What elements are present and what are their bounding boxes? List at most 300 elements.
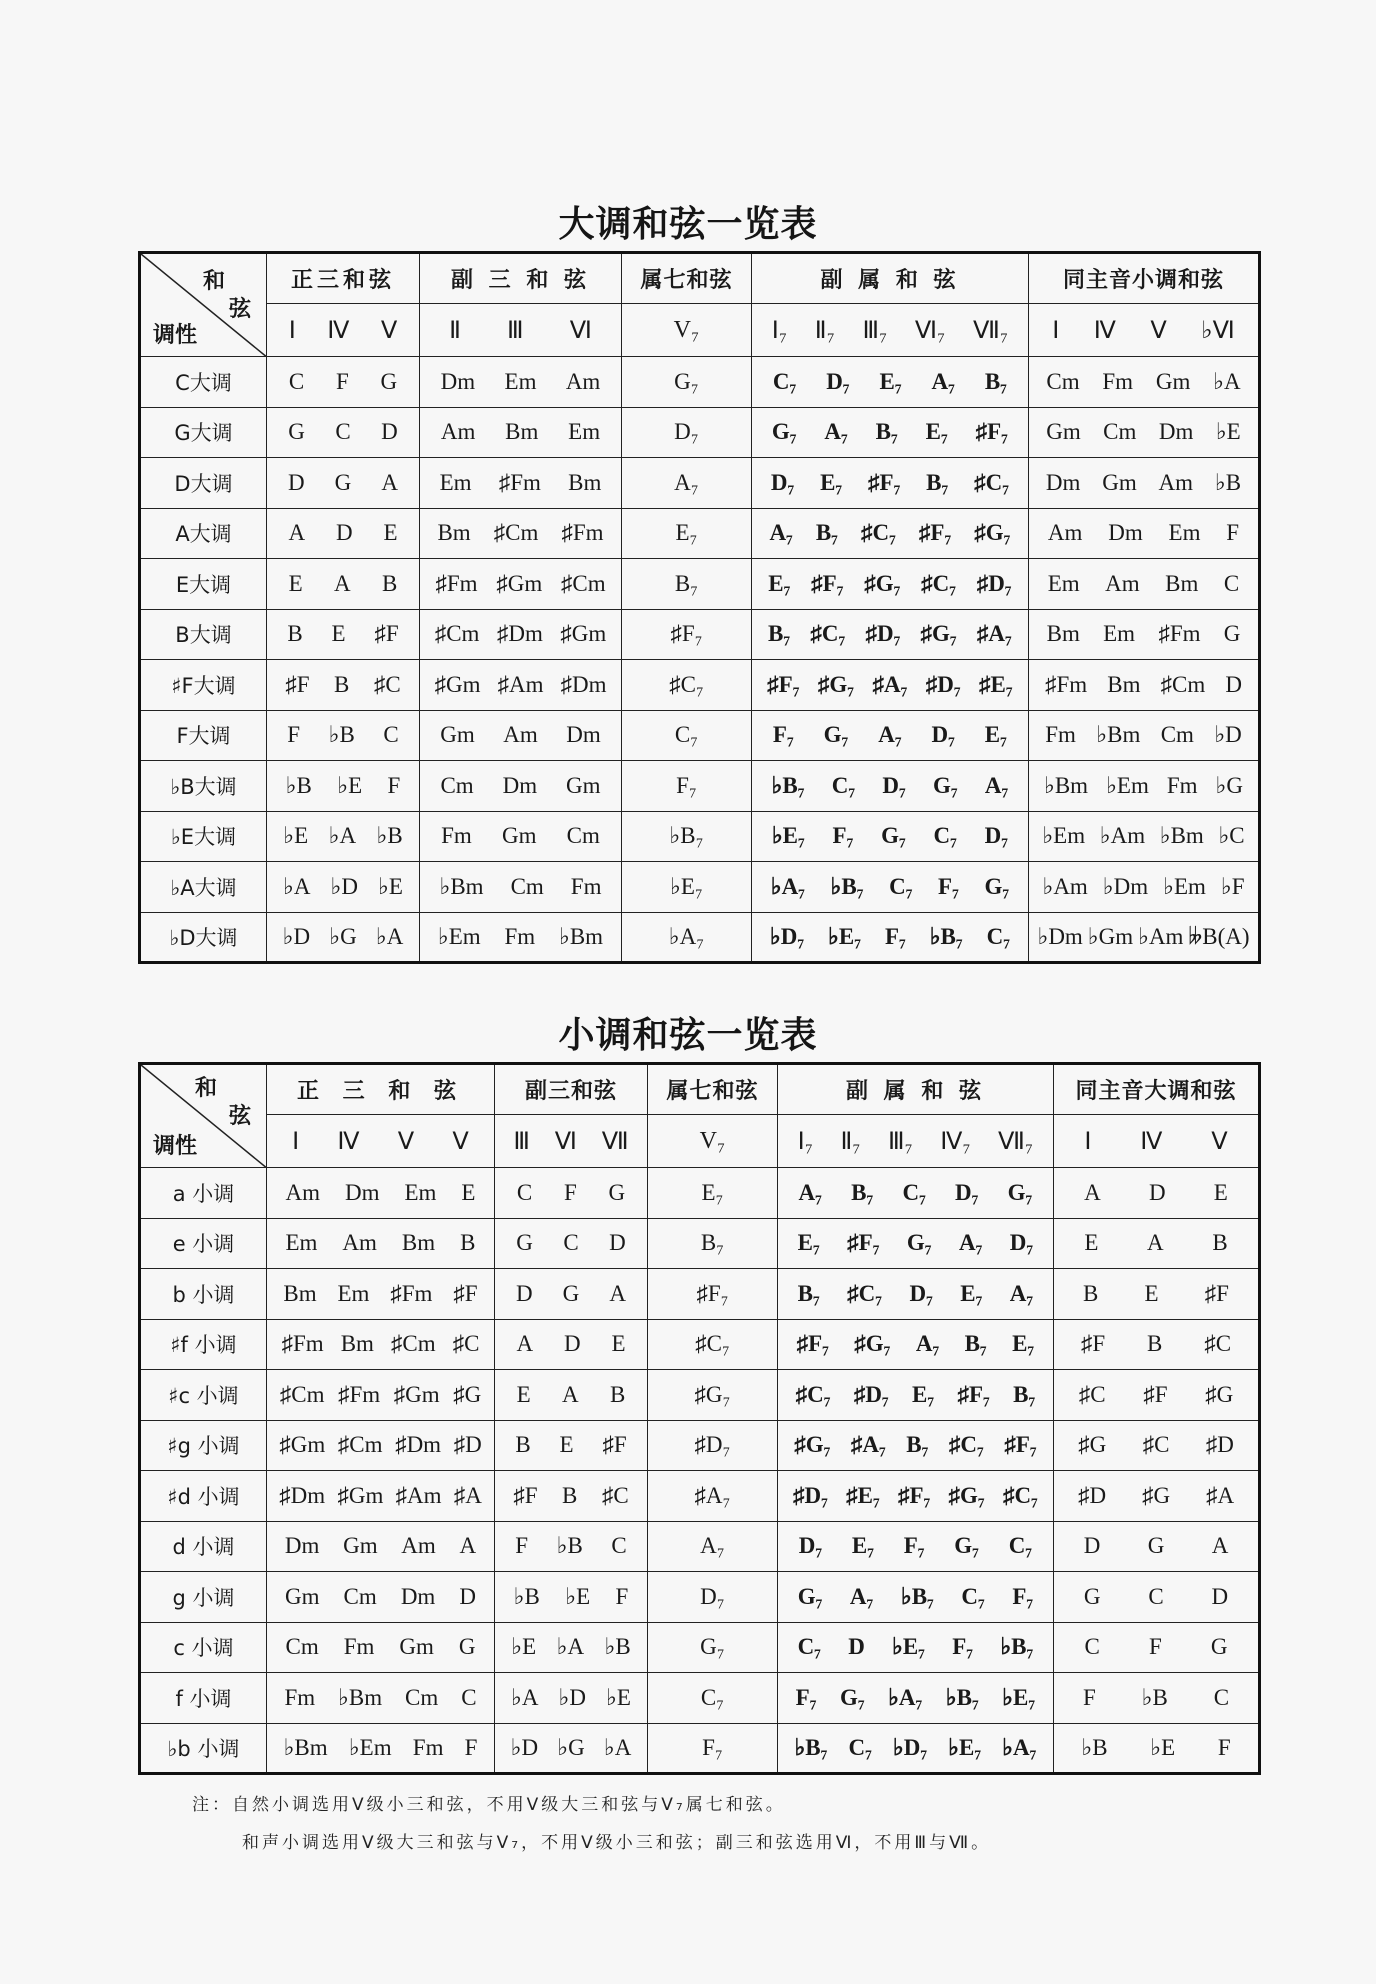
chord: C₇ — [831, 772, 856, 798]
chord: A₇ — [769, 520, 793, 546]
key-cell: ♭D大调 — [140, 912, 267, 963]
chord: ♯F — [602, 1432, 627, 1458]
chord: Cm — [405, 1684, 439, 1710]
secondary-chord-list — [420, 672, 621, 698]
chord: A — [1147, 1230, 1164, 1256]
secondary-chord-list — [495, 1634, 647, 1660]
dom7-cell — [648, 1521, 778, 1572]
group-header: 同主音大调和弦 — [1054, 1064, 1260, 1115]
primary-cell — [267, 508, 420, 559]
chord: E₇ — [925, 419, 948, 445]
primary-chord-list — [267, 924, 419, 950]
table-row — [140, 1572, 1260, 1623]
parallel-cell — [1029, 660, 1260, 711]
primary-cell — [267, 1269, 495, 1320]
degree-header-cell — [752, 304, 1029, 357]
dom7-cell — [622, 609, 752, 660]
chord: F₇ — [952, 1634, 974, 1660]
chord: Dm — [440, 368, 476, 394]
chord: ♯F₇ — [975, 419, 1009, 445]
chord: E — [1144, 1280, 1159, 1306]
chord: ♯Fm — [1045, 671, 1088, 697]
footnote-line-2: 和声小调选用Ⅴ级大三和弦与V₇，不用Ⅴ级小三和弦；副三和弦选用Ⅵ，不用Ⅲ与Ⅶ。 — [242, 1833, 992, 1853]
chord: ♭C — [1218, 823, 1245, 849]
secondary-chord-list — [495, 1382, 647, 1408]
degree-label: Ⅱ₇ — [840, 1128, 861, 1155]
secdom-chord-list — [778, 1432, 1053, 1458]
primary-chord-list — [267, 1634, 494, 1660]
parallel-cell — [1054, 1269, 1260, 1320]
chord: ♭Bm — [1159, 823, 1204, 849]
primary-cell — [267, 1572, 495, 1623]
secdom-chord-list — [778, 1634, 1053, 1660]
degree-label: V₇ — [699, 1127, 726, 1154]
chord: A₇ — [958, 1230, 983, 1256]
dom7-cell — [648, 1471, 778, 1522]
chord: ♯Gm — [337, 1482, 384, 1508]
major-chord-table — [138, 251, 1261, 964]
chord: ♯Gm — [434, 671, 481, 697]
secdom-chord-list — [778, 1584, 1053, 1610]
table-row — [140, 1168, 1260, 1219]
degree-label: Ⅱ — [449, 317, 461, 344]
chord: ♭E₇ — [1002, 1684, 1036, 1710]
key-cell: ♯F大调 — [140, 660, 267, 711]
chord: ♭A — [556, 1634, 585, 1660]
chord: ♭Bm — [558, 923, 604, 949]
chord: ♯Am — [395, 1482, 442, 1508]
chord: B₇ — [1013, 1381, 1036, 1407]
chord: G — [458, 1634, 476, 1660]
dom7-cell — [648, 1370, 778, 1421]
parallel-cell — [1054, 1521, 1260, 1572]
secondary-cell — [420, 811, 622, 862]
chord: B₇ — [815, 520, 839, 546]
chord: Am — [440, 419, 476, 445]
chord: ♯G — [453, 1381, 482, 1407]
parallel-cell — [1054, 1218, 1260, 1269]
degree-list — [420, 316, 621, 345]
chord: ♯Cm — [493, 520, 539, 546]
chord: A₇ — [824, 419, 848, 445]
chord: F — [1082, 1684, 1096, 1710]
chord: G₇ — [823, 722, 849, 748]
degree-label: Ⅴ — [1211, 1128, 1228, 1155]
chord: A — [288, 520, 306, 546]
chord: Am — [1158, 469, 1194, 495]
chord: F — [335, 368, 349, 394]
chord: F₇ — [795, 1684, 817, 1710]
secondary-chord-list — [495, 1685, 647, 1711]
secondary-cell — [420, 357, 622, 408]
degree-label: Ⅰ₇ — [797, 1128, 814, 1155]
dom7-cell — [648, 1572, 778, 1623]
chord: D₇ — [674, 419, 699, 445]
degree-label: Ⅴ — [397, 1128, 415, 1155]
chord: ♯C₇ — [695, 1331, 730, 1357]
key-cell: F大调 — [140, 710, 267, 761]
chord: ♯Cm — [1160, 671, 1206, 697]
chord: E₇ — [984, 722, 1008, 748]
dom7-cell — [622, 912, 752, 963]
chord: Gm — [285, 1583, 320, 1609]
parallel-cell — [1054, 1673, 1260, 1724]
chord: ♭E — [606, 1684, 631, 1710]
secondary-cell — [495, 1622, 648, 1673]
parallel-cell — [1054, 1572, 1260, 1623]
chord: ♭A₇ — [888, 1684, 923, 1710]
chord: ♭Bm — [338, 1684, 383, 1710]
chord: A — [516, 1331, 534, 1357]
parallel-chord-list — [1054, 1584, 1258, 1610]
chord: ♭Em — [1163, 873, 1206, 899]
chord: ♭Em — [348, 1734, 392, 1760]
chord: ♯C — [1204, 1331, 1232, 1357]
secondary-cell — [495, 1572, 648, 1623]
chord: F₇ — [938, 873, 959, 899]
footnote-line-1: 注：自然小调选用Ⅴ级小三和弦，不用Ⅴ级大三和弦与V₇属七和弦。 — [192, 1795, 786, 1815]
chord: E — [559, 1432, 574, 1458]
chord: F₇ — [1012, 1583, 1034, 1609]
key-cell: ♯d 小调 — [140, 1471, 267, 1522]
primary-cell — [267, 1168, 495, 1219]
chord: D — [563, 1331, 581, 1357]
chord: B — [562, 1482, 578, 1508]
chord: Fm — [1102, 368, 1134, 394]
primary-chord-list — [267, 1281, 494, 1307]
chord: E — [1213, 1179, 1228, 1205]
chord: ♯C — [373, 671, 401, 697]
chord: Cm — [1046, 368, 1080, 394]
degree-list — [1029, 316, 1258, 345]
chord: G₇ — [906, 1230, 932, 1256]
major-table-title: 大调和弦一览表 — [558, 204, 818, 245]
chord: C₇ — [797, 1634, 822, 1660]
chord: ♭A — [603, 1734, 632, 1760]
chord: ♯C₇ — [1002, 1482, 1038, 1508]
parallel-chord-list — [1054, 1230, 1258, 1256]
table-row — [140, 1269, 1260, 1320]
primary-chord-list — [267, 722, 419, 748]
degree-header-cell — [267, 304, 420, 357]
chord: ♭B₇ — [669, 823, 704, 849]
chord: A — [459, 1533, 477, 1559]
chord: C — [461, 1684, 477, 1710]
dom7-cell — [648, 1622, 778, 1673]
group-header: 副 三 和 弦 — [420, 253, 622, 304]
table-row — [140, 660, 1260, 711]
secdom-cell — [752, 508, 1029, 559]
chord: E₇ — [960, 1280, 983, 1306]
parallel-cell — [1029, 458, 1260, 509]
chord: G₇ — [933, 772, 958, 798]
chord: ♯C₇ — [795, 1381, 831, 1407]
chord: Fm — [284, 1684, 316, 1710]
primary-cell — [267, 1622, 495, 1673]
chord: ♯F₇ — [811, 570, 844, 596]
chord: Dm — [400, 1583, 436, 1609]
chord: ♯C₇ — [810, 621, 846, 647]
chord: F₇ — [903, 1533, 925, 1559]
chord: ♭B — [1141, 1684, 1168, 1710]
primary-chord-list — [267, 1735, 494, 1761]
key-cell: e 小调 — [140, 1218, 267, 1269]
secdom-cell — [778, 1622, 1054, 1673]
key-cell: A大调 — [140, 508, 267, 559]
chord: ♯C₇ — [847, 1280, 883, 1306]
chord: G — [380, 368, 398, 394]
degree-label: Ⅲ₇ — [887, 1128, 913, 1155]
chord: G — [334, 469, 352, 495]
secdom-cell — [778, 1218, 1054, 1269]
minor-chord-table — [138, 1062, 1261, 1775]
chord: A₇ — [674, 469, 699, 495]
degree-list — [495, 1127, 647, 1156]
chord: E₇ — [851, 1533, 875, 1559]
secondary-chord-list — [420, 823, 621, 849]
chord: C₇ — [700, 1684, 725, 1710]
parallel-chord-list — [1029, 621, 1258, 647]
chord: F₇ — [676, 772, 697, 798]
degree-label: Ⅵ₇ — [914, 317, 946, 344]
parallel-cell — [1029, 407, 1260, 458]
table-row — [140, 357, 1260, 408]
chord: ♭Bm — [283, 1734, 328, 1760]
parallel-cell — [1054, 1622, 1260, 1673]
chord: ♯E₇ — [846, 1482, 880, 1508]
chord: ♭B — [376, 823, 403, 849]
chord: ♯C₇ — [974, 469, 1010, 495]
parallel-chord-list — [1029, 470, 1258, 496]
secdom-chord-list — [752, 672, 1028, 698]
chord: D — [609, 1230, 626, 1256]
chord: D₇ — [770, 469, 795, 495]
chord: ♭Em — [1042, 823, 1086, 849]
secondary-chord-list — [495, 1735, 647, 1761]
chord: Em — [439, 469, 472, 495]
chord: ♯F — [453, 1280, 478, 1306]
secdom-chord-list — [778, 1382, 1053, 1408]
secondary-chord-list — [420, 924, 621, 950]
chord: E₇ — [701, 1179, 724, 1205]
chord: Bm — [401, 1230, 436, 1256]
primary-chord-list — [267, 1331, 494, 1357]
chord: B₇ — [768, 621, 791, 647]
table-row — [140, 761, 1260, 812]
primary-cell — [267, 660, 420, 711]
chord: G₇ — [700, 1634, 725, 1660]
table-row — [140, 1319, 1260, 1370]
secondary-chord-list — [495, 1483, 647, 1509]
parallel-cell — [1054, 1319, 1260, 1370]
chord: Fm — [412, 1734, 444, 1760]
chord: ♯F₇ — [957, 1381, 990, 1407]
secdom-cell — [752, 761, 1029, 812]
secondary-cell — [495, 1723, 648, 1774]
degree-list — [1054, 1127, 1258, 1156]
parallel-chord-list — [1029, 722, 1258, 748]
chord: F₇ — [832, 823, 854, 849]
chord: ♭Bm — [1096, 722, 1141, 748]
chord: ♯E₇ — [979, 671, 1013, 697]
chord: D — [1083, 1533, 1101, 1559]
chord: E — [383, 520, 398, 546]
chord: Am — [342, 1230, 377, 1256]
chord: ♯G₇ — [920, 621, 957, 647]
chord: ♯D₇ — [976, 570, 1012, 596]
parallel-cell — [1054, 1471, 1260, 1522]
chord: B — [1147, 1331, 1163, 1357]
chord: ♭E — [378, 873, 403, 899]
chord: ♭A — [283, 873, 311, 899]
degree-label: Ⅵ — [554, 1128, 577, 1155]
chord: ♯D₇ — [694, 1432, 731, 1458]
group-header: 正三和弦 — [267, 253, 420, 304]
chord: B — [381, 570, 398, 596]
chord: D — [288, 469, 305, 495]
secdom-cell — [752, 660, 1029, 711]
chord: Cm — [1160, 722, 1194, 748]
secdom-chord-list — [778, 1230, 1053, 1256]
chord: Am — [503, 722, 538, 748]
chord: Bm — [1165, 570, 1199, 596]
group-header: 属七和弦 — [622, 253, 752, 304]
parallel-chord-list — [1054, 1382, 1258, 1408]
secdom-chord-list — [752, 773, 1028, 799]
chord: Cm — [440, 772, 474, 798]
primary-cell — [267, 559, 420, 610]
chord: D — [848, 1634, 865, 1660]
primary-cell — [267, 1471, 495, 1522]
degree-label: Ⅳ — [327, 317, 350, 344]
chord: ♯Cm — [279, 1381, 325, 1407]
chord: F₇ — [884, 923, 906, 949]
chord: D₇ — [984, 823, 1009, 849]
chord: ♯F₇ — [796, 1331, 830, 1357]
chord: Am — [1105, 570, 1140, 596]
chord: ♭F — [1220, 873, 1245, 899]
secdom-chord-list — [752, 874, 1028, 900]
chord: Bm — [1107, 671, 1141, 697]
degree-label: Ⅶ — [601, 1128, 629, 1155]
secdom-cell — [752, 609, 1029, 660]
chord: G₇ — [839, 1684, 865, 1710]
key-cell: a 小调 — [140, 1168, 267, 1219]
chord: G₇ — [1007, 1179, 1033, 1205]
secondary-chord-list — [495, 1533, 647, 1559]
chord: G₇ — [797, 1583, 823, 1609]
secondary-cell — [495, 1319, 648, 1370]
degree-list — [752, 316, 1028, 345]
chord: Fm — [343, 1634, 375, 1660]
primary-chord-list — [267, 1483, 494, 1509]
parallel-chord-list — [1029, 773, 1258, 799]
chord: ♭Dm — [1037, 923, 1083, 949]
secondary-cell — [420, 458, 622, 509]
primary-chord-list — [267, 1180, 494, 1206]
chord: D₇ — [931, 722, 956, 748]
dom7-cell — [622, 710, 752, 761]
chord: ♯Dm — [560, 671, 607, 697]
primary-cell — [267, 1673, 495, 1724]
chord: B₇ — [964, 1331, 987, 1357]
corner-label-he: 和 — [195, 1076, 218, 1101]
chord: ♭A — [1213, 368, 1241, 394]
chord: C₇ — [986, 923, 1011, 949]
parallel-chord-list — [1029, 672, 1258, 698]
chord: ♯G₇ — [864, 570, 901, 596]
chord: ♭B₇ — [945, 1684, 979, 1710]
degree-label: Ⅲ — [513, 1128, 530, 1155]
table-row — [140, 1420, 1260, 1471]
chord: G₇ — [984, 873, 1010, 899]
chord: ♭Em — [1106, 772, 1149, 798]
degree-label: Ⅴ — [380, 317, 398, 344]
degree-label: Ⅴ — [452, 1128, 469, 1155]
key-cell: f 小调 — [140, 1673, 267, 1724]
key-cell: c 小调 — [140, 1622, 267, 1673]
table-row — [140, 609, 1260, 660]
secdom-chord-list — [752, 520, 1028, 546]
chord: ♭Am — [1138, 923, 1184, 949]
chord: ♭A₇ — [770, 873, 806, 899]
secdom-chord-list — [752, 621, 1028, 647]
degree-label: Ⅳ — [337, 1128, 360, 1155]
degree-label: Ⅰ — [1084, 1128, 1092, 1155]
chord: Gm — [501, 823, 537, 849]
secdom-chord-list — [752, 823, 1028, 849]
chord: ♯Gm — [496, 570, 543, 596]
parallel-chord-list — [1029, 823, 1258, 849]
chord: G — [1210, 1634, 1228, 1660]
secondary-cell — [420, 710, 622, 761]
chord: E — [611, 1331, 626, 1357]
chord: ♭B₇ — [771, 772, 805, 798]
chord: Dm — [1045, 469, 1081, 495]
chord: A — [1211, 1533, 1229, 1559]
chord: ♯Fm — [1158, 621, 1201, 647]
chord: ♯D — [1205, 1432, 1234, 1458]
chord: E₇ — [820, 469, 843, 495]
chord: ♯F₇ — [847, 1230, 880, 1256]
secondary-chord-list — [495, 1230, 647, 1256]
chord: B₇ — [906, 1432, 929, 1458]
key-cell: ♯g 小调 — [140, 1420, 267, 1471]
chord: Em — [285, 1230, 318, 1256]
chord: ♯G₇ — [694, 1381, 731, 1407]
secdom-cell — [778, 1319, 1054, 1370]
chord: Dm — [284, 1533, 320, 1559]
chord: D₇ — [700, 1583, 725, 1609]
chord: Em — [1103, 621, 1136, 647]
chord: Em — [337, 1280, 370, 1306]
parallel-chord-list — [1054, 1281, 1258, 1307]
parallel-cell — [1029, 357, 1260, 408]
chord: A₇ — [984, 772, 1009, 798]
secdom-chord-list — [778, 1685, 1053, 1711]
degree-label: Ⅰ₇ — [771, 317, 788, 344]
chord: B — [334, 671, 350, 697]
chord: ♭A — [511, 1684, 539, 1710]
secdom-chord-list — [778, 1331, 1053, 1357]
degree-header-cell — [420, 304, 622, 357]
chord: ♯Fm — [281, 1331, 324, 1357]
chord: ♯G₇ — [854, 1331, 891, 1357]
chord: C₇ — [674, 722, 699, 748]
primary-cell — [267, 1319, 495, 1370]
table-row — [140, 1471, 1260, 1522]
key-cell: E大调 — [140, 559, 267, 610]
